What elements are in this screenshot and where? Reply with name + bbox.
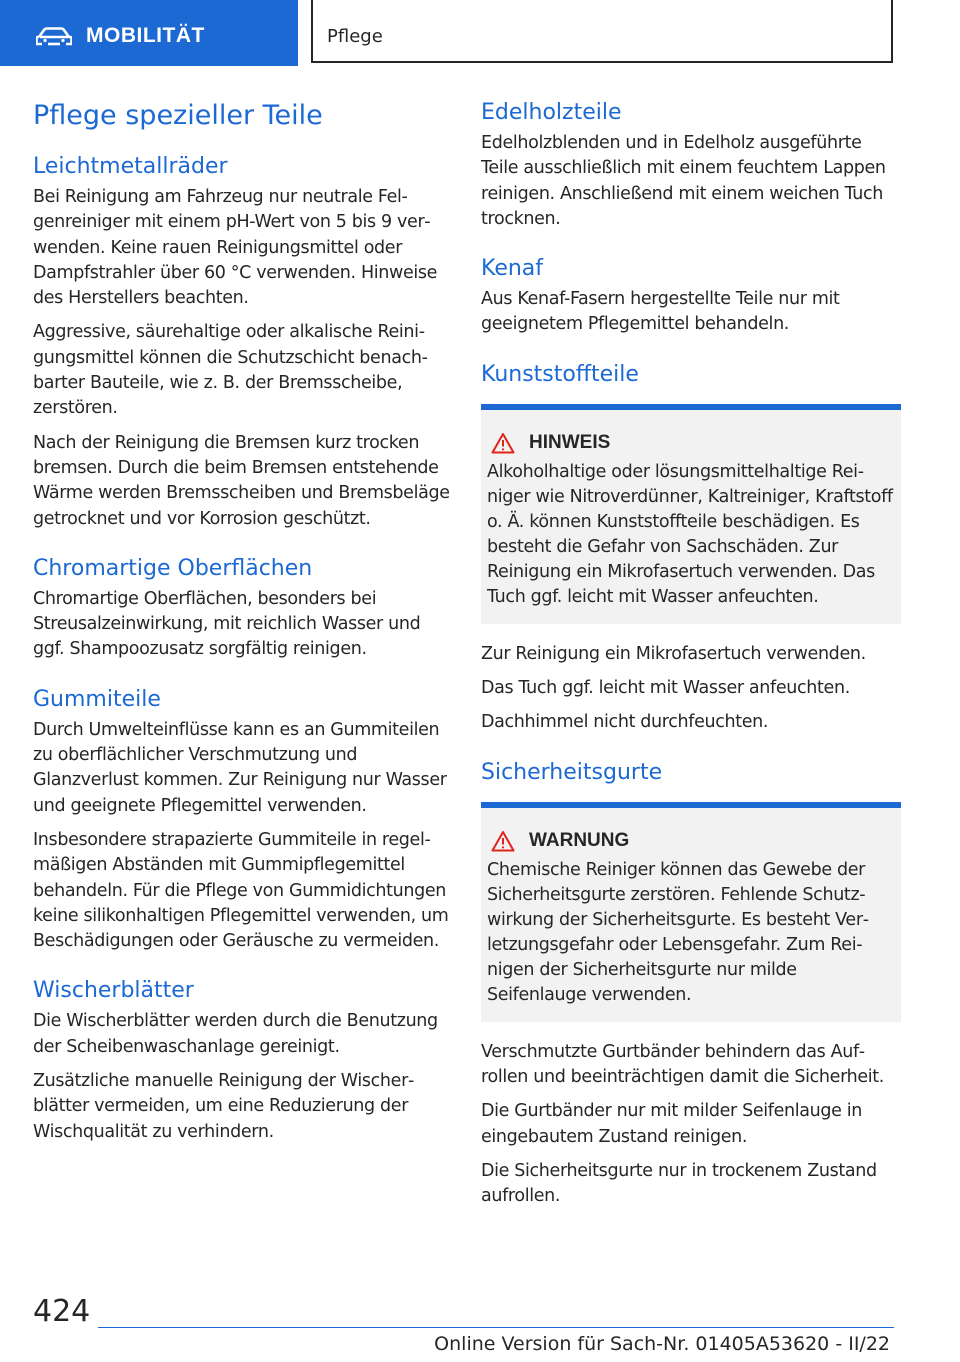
- paragraph: Edelholzblenden und in Edelholz ausgeführte Teile ausschließlich mit einem feuchtem Lappen reinigen. Anschließend mit einem weichen Tuch trocknen.: [481, 133, 886, 229]
- paragraph: Nach der Reinigung die Bremsen kurz trocken bremsen. Durch die beim Bremsen entstehende Wärme werden Bremsscheiben und Bremsbeläge getrocknet und vor Korrosion geschützt.: [33, 432, 450, 529]
- page-title: Pflege spezieller Teile: [33, 100, 323, 131]
- notice-title: HINWEIS: [529, 431, 611, 453]
- section-kunststoff: [481, 360, 901, 736]
- page-number: 424: [33, 1294, 91, 1329]
- topic-header-label: Pflege: [327, 26, 383, 47]
- heading-kenaf: Kenaf: [481, 256, 544, 282]
- chapter-tab-label: MOBILITÄT: [86, 24, 205, 47]
- paragraph: Aggressive, säurehaltige oder alkalische Reinigungsmittel können die Schutzschicht benachbarter Bauteile, wie z. B. der Bremsscheibe, zerstören.: [33, 322, 428, 419]
- section-kenaf: [481, 254, 901, 338]
- section-edelholz: [481, 98, 901, 232]
- section-gurte: [481, 758, 901, 1210]
- paragraph: Die Wischerblätter werden durch die Benutzung der Scheibenwaschanlage gereinigt.: [33, 1011, 438, 1057]
- paragraph: Bei Reinigung am Fahrzeug nur neutrale Felgenreiniger mit einem pH-Wert von 5 bis 9 verwenden. Keine rauen Reinigungsmittel oder Dampfstrahler über 60 °C verwenden. Hinweise des Herstellers beachten.: [33, 187, 438, 309]
- paragraph: Das Tuch ggf. leicht mit Wasser anfeuchten.: [481, 678, 850, 699]
- warning-box: [481, 802, 901, 1022]
- notice-header: [487, 432, 895, 454]
- paragraph: Dachhimmel nicht durchfeuchten.: [481, 712, 769, 733]
- heading-gummi: Gummiteile: [33, 686, 161, 712]
- paragraph: Verschmutzte Gurtbänder behindern das Aufrollen und beeinträchtigen damit die Sicherheit.: [481, 1041, 885, 1087]
- warning-text: Chemische Reiniger können das Gewebe der Sicherheitsgurte zerstören. Fehlende Schutzwirkung der Sicherheitsgurte. Es besteht Verletzungsgefahr oder Lebensgefahr. Zum Reinigen der Sicherheitsgurte nur milde Seifenlauge verwenden.: [487, 859, 870, 1005]
- section-gummi: [33, 685, 451, 955]
- heading-edelholz: Edelholzteile: [481, 100, 622, 125]
- warning-header: [487, 830, 895, 852]
- heading-wischer: Wischerblätter: [33, 978, 194, 1004]
- heading-gurte: Sicherheitsgurte: [481, 759, 663, 785]
- chapter-tab[interactable]: [0, 0, 298, 66]
- paragraph: Die Gurtbänder nur mit milder Seifenlauge in eingebautem Zustand reinigen.: [481, 1101, 863, 1147]
- warning-title: WARNUNG: [529, 829, 630, 851]
- notice-box: [481, 404, 901, 624]
- heading-kunststoff: Kunststoffteile: [481, 361, 639, 387]
- paragraph: Zusätzliche manuelle Reinigung der Wischerblätter vermeiden, um eine Reduzierung der Wischqualität zu verhindern.: [33, 1071, 415, 1142]
- paragraph: Durch Umwelteinflüsse kann es an Gummiteilen zu oberflächlicher Verschmutzung und Glanzverlust kommen. Zur Reinigung nur Wasser und geeignete Pflegemittel verwenden.: [33, 719, 447, 816]
- paragraph: Insbesondere strapazierte Gummiteile in regelmäßigen Abständen mit Gummipflegemittel behandeln. Für die Pflege von Gummidichtungen keine silikonhaltigen Pflegemittel verwenden, um Beschädigungen oder Geräusche zu vermeiden.: [33, 829, 449, 952]
- paragraph: Zur Reinigung ein Mikrofasertuch verwenden.: [481, 643, 866, 664]
- footer-divider: [98, 1327, 894, 1328]
- left-column: [33, 98, 451, 1167]
- right-column: [481, 98, 901, 1231]
- section-wischer: [33, 976, 451, 1144]
- footer-online-version: Online Version für Sach-Nr. 01405A53620 - II/22: [434, 1333, 890, 1355]
- paragraph: Chromartige Oberflächen, besonders bei Streusalzeinwirkung, mit reichlich Wasser und ggf. Shampoozusatz sorgfältig reinigen.: [33, 588, 421, 660]
- car-icon: [36, 27, 72, 47]
- paragraph: Aus Kenaf-Fasern hergestellte Teile nur mit geeignetem Pflegemittel behandeln.: [481, 289, 840, 335]
- topic-header: [311, 0, 893, 63]
- section-chrom: [33, 554, 451, 663]
- notice-text: Alkoholhaltige oder lösungsmittelhaltige Reiniger wie Nitroverdünner, Kaltreiniger, Kraftstoff o. Ä. können Kunststoffteile beschädigen. Es besteht die Gefahr von Sachschäden. Zur Reinigung ein Mikrofasertuch verwenden. Das Tuch ggf. leicht mit Wasser anfeuchten.: [487, 461, 893, 607]
- heading-leichtmetall: Leichtmetallräder: [33, 154, 228, 179]
- section-leichtmetall: [33, 152, 451, 532]
- heading-chrom: Chromartige Oberflächen: [33, 555, 313, 581]
- warning-triangle-icon: [491, 432, 515, 454]
- warning-triangle-icon: [491, 830, 515, 852]
- paragraph: Die Sicherheitsgurte nur in trockenem Zustand aufrollen.: [481, 1160, 877, 1207]
